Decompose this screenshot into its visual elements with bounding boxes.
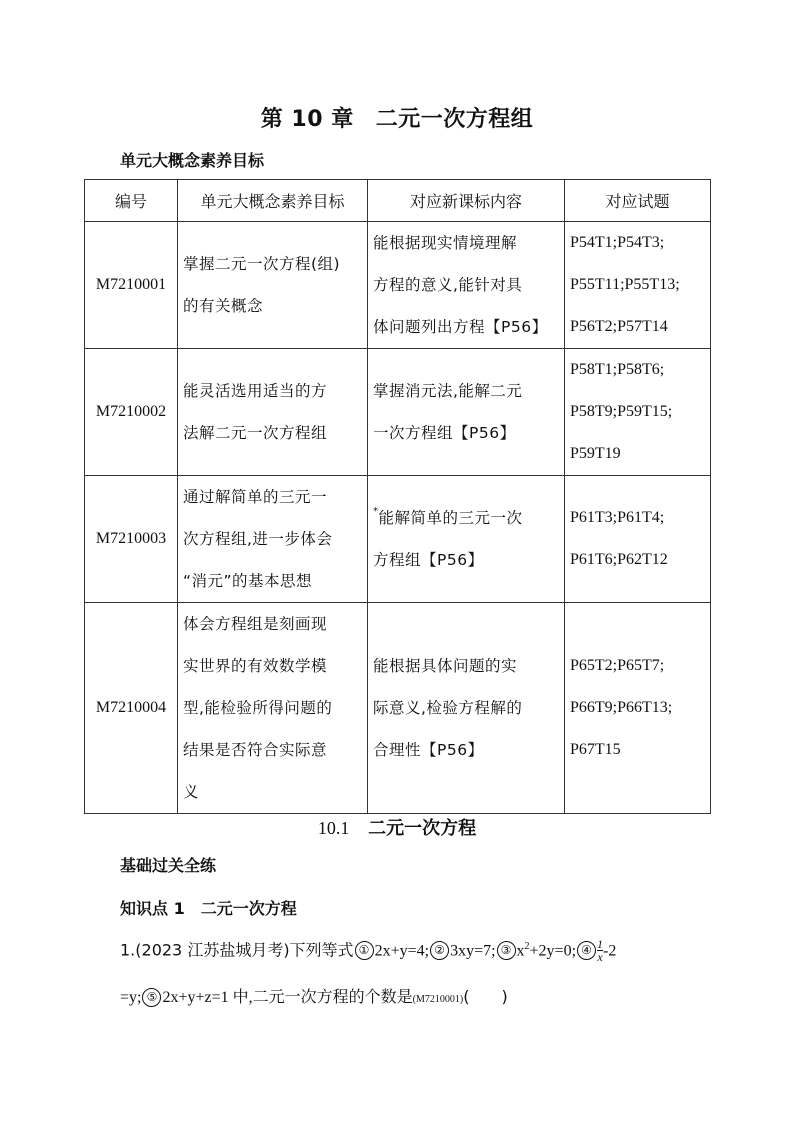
standard-cell <box>368 222 565 349</box>
table-row <box>85 476 711 603</box>
goal-text: 能灵活选用适当的方 <box>183 382 328 400</box>
practice-heading: 基础过关全练 <box>120 856 217 875</box>
standard-text: 能解简单的三元一次 <box>378 509 523 527</box>
standard-text: 掌握消元法,能解二元 <box>373 382 523 400</box>
answer-blank[interactable]: ( ) <box>463 987 508 1007</box>
question-tag: (M7210001) <box>412 994 464 1006</box>
tests-cell <box>565 222 711 349</box>
standard-text: 方程的意义,能针对具 <box>373 276 523 294</box>
standard-text: 能根据现实情境理解 <box>373 234 518 252</box>
equation-3-rest: +2y=0; <box>529 942 577 960</box>
equation-2: 3xy=7; <box>450 942 496 960</box>
equation-3-base: x <box>516 942 525 960</box>
question-1 <box>120 924 680 1023</box>
goal-text: 法解二元一次方程组 <box>183 424 328 442</box>
chapter-number: 第 10 章 <box>260 107 354 132</box>
goal-text: 通过解简单的三元一 <box>183 488 328 506</box>
goal-text: 体会方程组是刻画现 <box>183 615 328 633</box>
goal-text: 的有关概念 <box>183 297 264 315</box>
goal-text: 次方程组,进一步体会 <box>183 530 333 548</box>
section-title <box>0 814 794 840</box>
test-refs: P54T1;P54T3; <box>570 234 665 251</box>
goal-text: 义 <box>183 783 200 801</box>
goals-heading: 单元大概念素养目标 <box>120 151 265 170</box>
knowledge-point-heading: 知识点 1 二元一次方程 <box>120 899 297 918</box>
column-header: 对应新课标内容 <box>368 180 565 222</box>
tests-cell <box>565 349 711 476</box>
standard-text: 际意义,检验方程解的 <box>373 699 523 717</box>
standard-cell <box>368 603 565 814</box>
test-refs: P58T1;P58T6; <box>570 361 665 378</box>
table-row <box>85 222 711 349</box>
section-name: 二元一次方程 <box>368 818 477 839</box>
standard-text: 能根据具体问题的实 <box>373 657 518 675</box>
test-refs: P61T3;P61T4; <box>570 509 665 526</box>
goal-text: 实世界的有效数学模 <box>183 657 328 675</box>
equation-4-end: =y; <box>120 989 142 1007</box>
item-marker: ③ <box>497 941 516 960</box>
table-row <box>85 349 711 476</box>
tests-cell <box>565 603 711 814</box>
goal-code: M7210004 <box>85 603 178 814</box>
goal-text: 结果是否符合实际意 <box>183 741 328 759</box>
section-number: 10.1 <box>317 818 350 838</box>
goal-code: M7210003 <box>85 476 178 603</box>
item-marker: ① <box>355 941 374 960</box>
standard-text: 合理性【P56】 <box>373 741 484 759</box>
column-header: 编号 <box>85 180 178 222</box>
item-marker: ⑤ <box>142 988 161 1007</box>
goal-code: M7210002 <box>85 349 178 476</box>
chapter-name: 二元一次方程组 <box>375 107 534 132</box>
question-line-1 <box>120 924 680 974</box>
fraction-numerator: 1 <box>597 937 604 952</box>
question-prefix: 1.(2023 江苏盐城月考)下列等式 <box>120 940 354 960</box>
standard-text: 方程组【P56】 <box>373 551 484 569</box>
test-refs: P59T19 <box>570 445 621 462</box>
standard-text: 体问题列出方程【P56】 <box>373 318 548 336</box>
column-header: 对应试题 <box>565 180 711 222</box>
test-refs: P66T9;P66T13; <box>570 699 673 716</box>
chapter-title <box>0 102 794 133</box>
goal-cell <box>178 476 368 603</box>
goal-text: 掌握二元一次方程(组) <box>183 255 341 273</box>
goal-cell <box>178 222 368 349</box>
goal-text: 型,能检验所得问题的 <box>183 699 333 717</box>
standard-text: 一次方程组【P56】 <box>373 424 516 442</box>
goal-cell <box>178 603 368 814</box>
equation-4-rest: -2 <box>603 942 617 960</box>
fraction-denominator: x <box>597 950 603 965</box>
question-line-2-text: 2x+y+z=1 中,二元一次方程的个数是 <box>162 989 413 1007</box>
question-line-2 <box>120 974 680 1023</box>
goal-cell <box>178 349 368 476</box>
equation-1: 2x+y=4; <box>374 942 430 960</box>
test-refs: P56T2;P57T14 <box>570 318 668 335</box>
goal-code: M7210001 <box>85 222 178 349</box>
standard-cell <box>368 349 565 476</box>
tests-cell <box>565 476 711 603</box>
test-refs: P67T15 <box>570 741 621 758</box>
test-refs: P55T11;P55T13; <box>570 276 680 293</box>
item-marker: ② <box>430 941 449 960</box>
test-refs: P58T9;P59T15; <box>570 403 673 420</box>
test-refs: P65T2;P65T7; <box>570 657 665 674</box>
standard-line <box>373 497 559 539</box>
equation-3-exponent: 2 <box>524 941 530 952</box>
test-refs: P61T6;P62T12 <box>570 551 668 568</box>
table-header-row <box>85 180 711 222</box>
optional-star: * <box>373 506 379 517</box>
standard-cell <box>368 476 565 603</box>
column-header: 单元大概念素养目标 <box>178 180 368 222</box>
goal-text: “消元”的基本思想 <box>183 572 313 590</box>
goals-table <box>84 179 711 814</box>
table-row <box>85 603 711 814</box>
item-marker: ④ <box>577 941 596 960</box>
